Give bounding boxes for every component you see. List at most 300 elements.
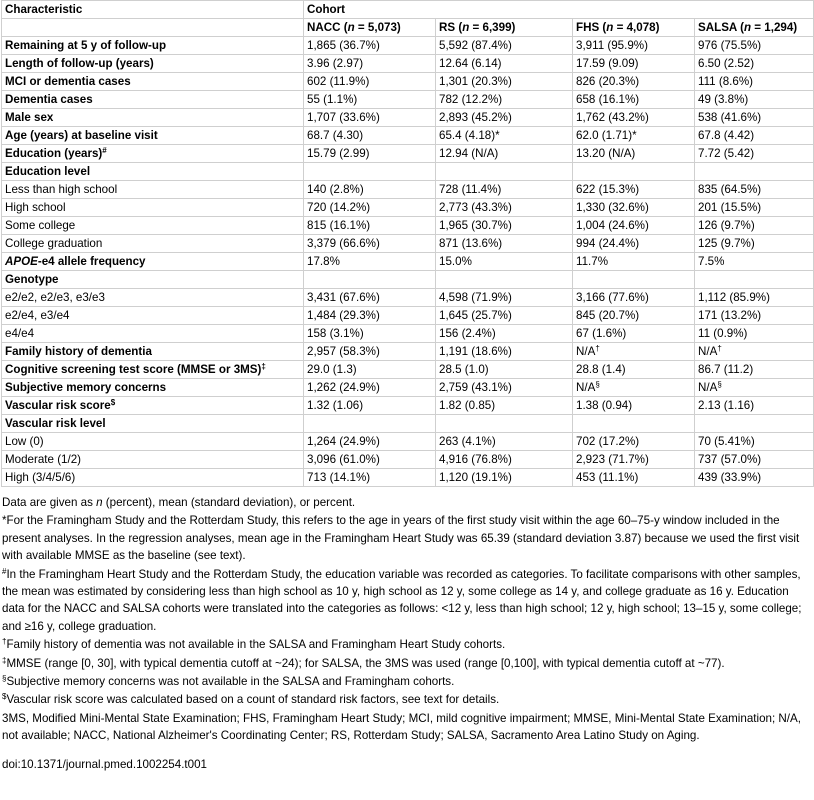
cell-value: 111 (8.6%) [698,75,753,88]
table-cell [573,271,695,289]
cell-value: 1,965 (30.7%) [439,219,512,232]
table-row [2,145,814,163]
cell-value: 826 (20.3%) [576,75,640,88]
table-cell [695,253,814,271]
cell-value: 538 (41.6%) [698,111,762,124]
table-cell [304,397,436,415]
row-label-text: Vascular risk score [5,399,111,412]
cell-value: 158 (3.1%) [307,327,364,340]
table-cell [695,361,814,379]
cohort-header-fhs: FHS (n = 4,078) [573,19,695,37]
cell-value: 1.32 (1.06) [307,399,364,412]
table-cell [573,181,695,199]
cell-value: 6.50 (2.52) [698,57,755,70]
table-row [2,271,814,289]
row-label [2,307,304,325]
row-label [2,361,304,379]
cell-value: 65.4 (4.18)* [439,129,500,142]
header-row-1 [2,1,814,19]
table-cell [304,289,436,307]
table-cell [573,397,695,415]
note-ddagger: ‡MMSE (range [0, 30], with typical dementia cutoff at ~24); for SALSA, the 3MS was used (range [0,100], with typical dementia cutoff at ~77). [2,655,725,670]
table-cell [436,397,573,415]
row-label-text: e2/e2, e2/e3, e3/e3 [5,291,105,304]
cell-value: 1,645 (25.7%) [439,309,512,322]
cell-value: N/A [576,381,596,394]
cell-value: 713 (14.1%) [307,471,371,484]
row-label [2,289,304,307]
footnote-mark: # [2,566,7,576]
cell-value: 815 (16.1%) [307,219,371,232]
table-cell [695,397,814,415]
table-row [2,109,814,127]
doi-line: doi:10.1371/journal.pmed.1002254.t001 [2,757,207,771]
table-cell [695,73,814,91]
row-label-text: Education level [5,165,91,178]
cohort-name: SALSA [698,21,737,34]
cell-value: 13.20 (N/A) [576,147,636,160]
cell-value: 70 (5.41%) [698,435,755,448]
cell-value: 702 (17.2%) [576,435,640,448]
table-cell [304,325,436,343]
n-symbol: n [96,496,103,509]
cell-value: 1,707 (33.6%) [307,111,380,124]
cell-value: 3.96 (2.97) [307,57,364,70]
table-cell [695,289,814,307]
footnote-mark: ‡ [261,362,266,371]
cell-value: 1,262 (24.9%) [307,381,380,394]
table-cell [304,235,436,253]
table-row [2,307,814,325]
cell-value: 125 (9.7%) [698,237,755,250]
table-cell [304,181,436,199]
table-cell [304,379,436,397]
cell-value: 2,759 (43.1%) [439,381,512,394]
table-cell [304,415,436,433]
row-label-text: Family history of dementia [5,345,152,358]
footnote-mark: § [717,380,722,389]
table-row [2,91,814,109]
cell-value: 622 (15.3%) [576,183,640,196]
row-label-text: Length of follow-up (years) [5,57,154,70]
row-label-text: Subjective memory concerns [5,381,167,394]
row-label-text: High (3/4/5/6) [5,471,76,484]
table-cell [304,55,436,73]
note-asterisk: *For the Framingham Study and the Rotterdam Study, this refers to the age in years of the first study visit within the age 60–75-y window included in the present analyses. In the regression analyses, mean age in the Framingham Heart Study was 65.39 (standard deviation 3.87) because we used the first visit with available MMSE as the baseline (see text). [2,514,800,563]
cell-value: N/A [576,345,596,358]
table-cell [436,433,573,451]
row-label-text: Male sex [5,111,54,124]
cell-value: 658 (16.1%) [576,93,640,106]
table-cell [573,73,695,91]
row-label-text: e4/e4 [5,327,35,340]
table-row [2,415,814,433]
row-label [2,109,304,127]
cell-value: 263 (4.1%) [439,435,496,448]
footnote-mark: $ [110,398,116,407]
cell-value: 1,301 (20.3%) [439,75,512,88]
table-cell [573,127,695,145]
table-cell [304,451,436,469]
table-cell [695,37,814,55]
table-cell [573,109,695,127]
row-label-text: Genotype [5,273,59,286]
cell-value: 1,112 (85.9%) [698,291,770,304]
table-cell [304,343,436,361]
note-section: §Subjective memory concerns was not available in the SALSA and Framingham cohorts. [2,674,455,689]
table-cell [695,307,814,325]
table-row [2,343,814,361]
cell-value: N/A [698,381,718,394]
table-cell [695,109,814,127]
cell-value: 720 (14.2%) [307,201,371,214]
table-cell [304,163,436,181]
cell-value: 29.0 (1.3) [307,363,357,376]
cell-value: 2,957 (58.3%) [307,345,380,358]
cell-value: 55 (1.1%) [307,93,358,106]
cell-value: 62.0 (1.71)* [576,129,637,142]
table-cell [695,415,814,433]
cell-value: N/A [698,345,718,358]
table-cell [573,379,695,397]
cell-value: 12.94 (N/A) [439,147,499,160]
table-cell [436,109,573,127]
footnote-mark: § [595,380,600,389]
table-cell [573,37,695,55]
table-row [2,37,814,55]
cell-value: 1.38 (0.94) [576,399,633,412]
cell-value: 871 (13.6%) [439,237,503,250]
table-cell [436,343,573,361]
cell-value: 2.13 (1.16) [698,399,755,412]
cell-value: 7.5% [698,255,725,268]
cell-value: 3,096 (61.0%) [307,453,380,466]
table-row [2,397,814,415]
cell-value: 1,762 (43.2%) [576,111,649,124]
table-cell [695,325,814,343]
table-cell [436,469,573,487]
cohort-size: 5,073 [367,21,397,34]
footnote-mark: # [102,146,107,155]
row-label-text: Remaining at 5 y of follow-up [5,39,167,52]
note-dollar: $Vascular risk score was calculated based on a count of standard risk factors, see text for details. [2,692,500,707]
cell-value: 156 (2.4%) [439,327,496,340]
cell-value: 994 (24.4%) [576,237,640,250]
table-row [2,163,814,181]
cohort-header-nacc: NACC (n = 5,073) [304,19,436,37]
row-label [2,127,304,145]
cell-value: 3,431 (67.6%) [307,291,380,304]
cell-value: 86.7 (11.2) [698,363,754,376]
table-cell [695,91,814,109]
cohort-header-salsa: SALSA (n = 1,294) [695,19,814,37]
table-cell [573,289,695,307]
n-symbol: n [462,21,470,34]
cell-value: 737 (57.0%) [698,453,762,466]
table-cell [573,415,695,433]
row-label [2,163,304,181]
row-label [2,379,304,397]
table-cell [436,37,573,55]
cell-value: 1,484 (29.3%) [307,309,380,322]
table-cell [304,217,436,235]
table-row [2,325,814,343]
table-cell [304,361,436,379]
empty-header-cell [2,19,304,37]
cell-value: 12.64 (6.14) [439,57,502,70]
cell-value: 49 (3.8%) [698,93,749,106]
footnote-mark: † [595,344,600,353]
table-cell [436,163,573,181]
cell-value: 201 (15.5%) [698,201,762,214]
cell-value: 4,598 (71.9%) [439,291,512,304]
cell-value: 439 (33.9%) [698,471,762,484]
table-cell [436,271,573,289]
row-label [2,181,304,199]
table-cell [436,55,573,73]
table-cell [573,307,695,325]
row-label-italic: APOE [5,255,38,268]
table-cell [436,217,573,235]
table-cell [695,217,814,235]
table-cell [304,253,436,271]
row-label [2,37,304,55]
cohort-size: 6,399 [482,21,512,34]
table-row [2,469,814,487]
cell-value: 67.8 (4.42) [698,129,755,142]
table-cell [695,343,814,361]
row-label [2,217,304,235]
row-label [2,433,304,451]
table-row [2,73,814,91]
corner-header: Characteristic [2,1,304,19]
footnote-mark: § [2,674,7,684]
cell-value: 3,911 (95.9%) [576,39,648,52]
table-cell [573,253,695,271]
table-row [2,433,814,451]
table-footnotes [0,494,810,745]
table-cell [436,181,573,199]
footnote-mark: ‡ [2,655,7,665]
cell-value: 171 (13.2%) [698,309,762,322]
table-cell [573,235,695,253]
row-label-text: Dementia cases [5,93,93,106]
table-row [2,235,814,253]
table-row [2,289,814,307]
row-label-text: Low (0) [5,435,44,448]
table-cell [695,451,814,469]
table-cell [573,217,695,235]
table-cell [695,433,814,451]
row-label [2,73,304,91]
row-label [2,451,304,469]
table-cell [573,55,695,73]
table-row [2,451,814,469]
row-label [2,55,304,73]
cell-value: 1,865 (36.7%) [307,39,380,52]
cohort-characteristics-table [1,0,814,487]
table-cell [304,73,436,91]
note-abbreviations: 3MS, Modified Mini-Mental State Examination; FHS, Framingham Heart Study; MCI, mild cognitive impairment; MMSE, Mini-Mental State Examination; N/A, not available; NACC, National Alzheimer's Coordinating Center; RS, Rotterdam Study; SALSA, Sacramento Area Latino Study on Aging. [2,711,801,743]
table-row [2,199,814,217]
cell-value: 1,191 (18.6%) [439,345,512,358]
cell-value: 17.8% [307,255,340,268]
header-row-2 [2,19,814,37]
note-data-given: Data are given as n (percent), mean (standard deviation), or percent. [2,496,356,509]
cell-value: 1.82 (0.85) [439,399,496,412]
cell-value: 1,120 (19.1%) [439,471,512,484]
cell-value: 782 (12.2%) [439,93,503,106]
cell-value: 728 (11.4%) [439,183,502,196]
row-label-text: Age (years) at baseline visit [5,129,158,142]
cell-value: 15.0% [439,255,472,268]
table-cell [695,379,814,397]
table-cell [695,145,814,163]
table-cell [304,271,436,289]
table-row [2,361,814,379]
row-label: APOE-e4 allele frequency [2,253,304,271]
cell-value: 11 (0.9%) [698,327,748,340]
table-cell [304,37,436,55]
footnote-mark: † [2,637,7,647]
table-cell [436,379,573,397]
table-cell [695,469,814,487]
table-cell [304,109,436,127]
row-label [2,415,304,433]
cell-value: 1,330 (32.6%) [576,201,649,214]
table-cell [304,145,436,163]
cell-value: 1,264 (24.9%) [307,435,380,448]
table-cell [695,199,814,217]
table-cell [573,433,695,451]
row-label [2,271,304,289]
table-cell [436,235,573,253]
table-cell [436,253,573,271]
table-cell [573,91,695,109]
row-label-text: Cognitive screening test score (MMSE or 3MS) [5,363,262,376]
table-row [2,181,814,199]
table-cell [304,91,436,109]
cell-value: 140 (2.8%) [307,183,364,196]
cell-value: 3,166 (77.6%) [576,291,649,304]
table-cell [573,343,695,361]
table-cell [573,199,695,217]
table-cell [436,73,573,91]
row-label [2,469,304,487]
table-cell [304,127,436,145]
cohort-size: 4,078 [626,21,656,34]
footnote-mark: † [717,344,722,353]
cohort-size: 1,294 [764,21,794,34]
row-label [2,343,304,361]
cell-value: 28.5 (1.0) [439,363,489,376]
table-cell [436,325,573,343]
cell-value: 68.7 (4.30) [307,129,364,142]
cohort-group-header: Cohort [304,1,814,19]
row-label [2,199,304,217]
n-symbol: n [347,21,355,34]
row-label [2,325,304,343]
table-cell [436,361,573,379]
row-label-text: Less than high school [5,183,118,196]
table-cell [436,289,573,307]
table-cell [573,325,695,343]
cell-value: 976 (75.5%) [698,39,762,52]
table-cell [304,307,436,325]
table-row [2,379,814,397]
cell-value: 3,379 (66.6%) [307,237,380,250]
cell-value: 845 (20.7%) [576,309,640,322]
n-symbol: n [743,21,752,34]
table-cell [695,235,814,253]
cell-value: 15.79 (2.99) [307,147,370,160]
table-row [2,253,814,271]
cell-value: 835 (64.5%) [698,183,762,196]
cohort-name: NACC [307,21,341,34]
cell-value: 7.72 (5.42) [698,147,755,160]
table-cell [573,163,695,181]
cell-value: 602 (11.9%) [307,75,370,88]
note-dagger: †Family history of dementia was not available in the SALSA and Framingham Heart Study cohorts. [2,637,506,652]
row-label-text: Vascular risk level [5,417,106,430]
table-cell [695,181,814,199]
cell-value: 67 (1.6%) [576,327,627,340]
cell-value: 453 (11.1%) [576,471,639,484]
table-cell [573,361,695,379]
row-label-text: MCI or dementia cases [5,75,131,88]
row-label-text: College graduation [5,237,103,250]
table-cell [436,91,573,109]
cell-value: 11.7% [576,255,609,268]
row-label [2,397,304,415]
cell-value: 17.59 (9.09) [576,57,639,70]
table-cell [695,163,814,181]
row-label [2,145,304,163]
cell-value: 28.8 (1.4) [576,363,626,376]
table-cell [695,55,814,73]
table-cell [573,145,695,163]
cell-value: 2,923 (71.7%) [576,453,649,466]
table-cell [573,451,695,469]
table-cell [304,199,436,217]
cohort-name: RS [439,21,456,34]
table-cell [436,199,573,217]
table-cell [573,469,695,487]
row-label-text: Some college [5,219,76,232]
table-cell [436,415,573,433]
table-cell [436,307,573,325]
table-cell [695,127,814,145]
table-row [2,127,814,145]
cell-value: 1,004 (24.6%) [576,219,649,232]
cell-value: 126 (9.7%) [698,219,755,232]
table-cell [436,145,573,163]
note-hash: #In the Framingham Heart Study and the Rotterdam Study, the education variable was recorded as categories. To facilitate comparisons with other samples, the mean was estimated by considering less than high school as 10 y, high school as 12 y, some college as 14 y, and college graduate as 16 y. Education data for the NACC and SALSA cohorts were translated into the categories as follows: <12 y, less than high school; 12 y, high school; 13–15 y, some college; and ≥16 y, college graduation. [2,566,802,633]
table-cell [695,271,814,289]
cell-value: 4,916 (76.8%) [439,453,512,466]
row-label [2,235,304,253]
cell-value: 2,773 (43.3%) [439,201,512,214]
cell-value: 2,893 (45.2%) [439,111,512,124]
table-row [2,55,814,73]
cell-value: 5,592 (87.4%) [439,39,512,52]
row-label-text: Moderate (1/2) [5,453,82,466]
n-symbol: n [606,21,614,34]
cohort-name: FHS [576,21,600,34]
table-cell [436,451,573,469]
row-label-text: e2/e4, e3/e4 [5,309,70,322]
row-label [2,91,304,109]
